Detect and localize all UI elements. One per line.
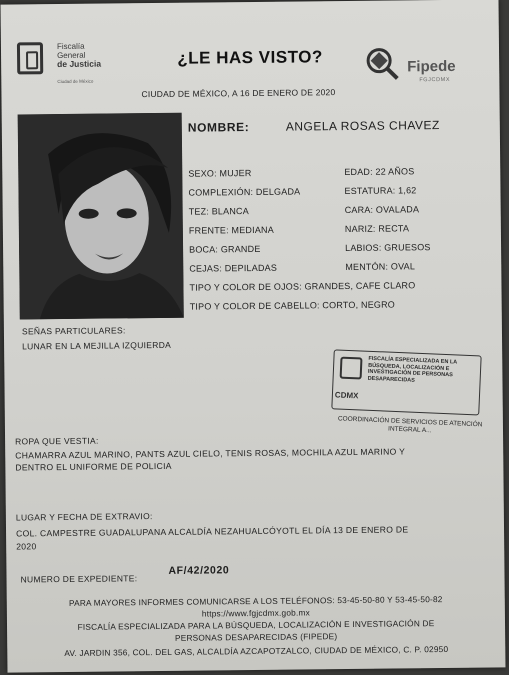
field-ojos: TIPO Y COLOR DE OJOS: GRANDES, CAFE CLARO bbox=[189, 280, 416, 293]
field-boca: BOCA: GRANDE bbox=[189, 243, 261, 255]
stamp-logo-icon bbox=[340, 357, 363, 380]
name-value: ANGELA ROSAS CHAVEZ bbox=[285, 118, 440, 134]
agency-name: Fiscalía General de Justicia bbox=[56, 41, 102, 70]
fipede-magnifier-icon bbox=[365, 46, 399, 80]
field-labios: LABIOS: GRUESOS bbox=[345, 242, 431, 254]
missing-person-flyer bbox=[1, 0, 506, 673]
stamp-text: FISCALÍA ESPECIALIZADA EN LA BÚSQUEDA, LOCALIZACIÓN E INVESTIGACIÓN DE PERSONAS DESAPARECIDAS bbox=[367, 355, 458, 384]
field-frente: FRENTE: MEDIANA bbox=[188, 224, 274, 236]
marks-value: LUNAR EN LA MEJILLA IZQUIERDA bbox=[22, 339, 172, 352]
field-cejas: CEJAS: DEPILADAS bbox=[189, 262, 278, 274]
person-photo bbox=[18, 113, 184, 320]
location-label: LUGAR Y FECHA DE EXTRAVIO: bbox=[15, 511, 153, 523]
field-tez: TEZ: BLANCA bbox=[188, 206, 249, 217]
fipede-logo-text: Fipede bbox=[407, 57, 456, 76]
footer-phones: PARA MAYORES INFORMES COMUNICARSE A LOS TELÉFONOS: 53-45-50-80 Y 53-45-50-82 bbox=[68, 594, 443, 608]
date-line: CIUDAD DE MÉXICO, A 16 DE ENERO DE 2020 bbox=[141, 87, 336, 100]
field-cara: CARA: OVALADA bbox=[344, 204, 420, 216]
field-complexion: COMPLEXIÓN: DELGADA bbox=[188, 186, 301, 198]
fipede-logo-sub: FGJCDMX bbox=[419, 76, 451, 84]
field-menton: MENTÓN: OVAL bbox=[345, 261, 416, 273]
flyer-title: ¿LE HAS VISTO? bbox=[177, 47, 323, 68]
footer-address: AV. JARDIN 356, COL. DEL GAS, ALCALDÍA AZCAPOTZALCO, CIUDAD DE MÉXICO, C. P. 02950 bbox=[64, 643, 449, 658]
field-sexo: SEXO: MUJER bbox=[188, 168, 252, 179]
stamp-cdmx: CDMX bbox=[334, 390, 359, 401]
field-nariz: NARIZ: RECTA bbox=[344, 223, 410, 235]
footer-agency-line2: PERSONAS DESAPARECIDAS (FIPEDE) bbox=[174, 631, 338, 643]
location-line2: 2020 bbox=[16, 541, 37, 552]
clothing-line2: DENTRO EL UNIFORME DE POLICIA bbox=[15, 460, 172, 473]
stamp-coordination: COORDINACIÓN DE SERVICIOS DE ATENCIÓN INTEGRAL A... bbox=[337, 415, 483, 435]
footer-website[interactable]: https://www.fgjcdmx.gob.mx bbox=[201, 607, 310, 619]
clothing-label: ROPA QUE VESTIA: bbox=[15, 435, 99, 447]
agency-subtitle: Ciudad de México bbox=[57, 78, 94, 85]
clothing-line1: CHAMARRA AZUL MARINO, PANTS AZUL CIELO, TENIS ROSAS, MOCHILA AZUL MARINO Y bbox=[15, 446, 406, 461]
footer-agency-line1: FISCALÍA ESPECIALIZADA PARA LA BÚSQUEDA, LOCALIZACIÓN E INVESTIGACIÓN DE bbox=[77, 618, 435, 632]
field-cabello: TIPO Y COLOR DE CABELLO: CORTO, NEGRO bbox=[189, 299, 396, 312]
person-portrait-image bbox=[18, 113, 184, 320]
field-edad: EDAD: 22 AÑOS bbox=[344, 166, 415, 178]
case-label: NUMERO DE EXPEDIENTE: bbox=[20, 573, 138, 585]
field-estatura: ESTATURA: 1,62 bbox=[344, 185, 417, 197]
location-line1: COL. CAMPESTRE GUADALUPANA ALCALDÍA NEZAHUALCÓYOTL EL DÍA 13 DE ENERO DE bbox=[16, 524, 409, 539]
name-label: NOMBRE: bbox=[187, 120, 250, 135]
case-number: AF/42/2020 bbox=[168, 564, 230, 577]
official-stamp bbox=[331, 349, 481, 415]
marks-label: SEÑAS PARTICULARES: bbox=[21, 325, 126, 337]
